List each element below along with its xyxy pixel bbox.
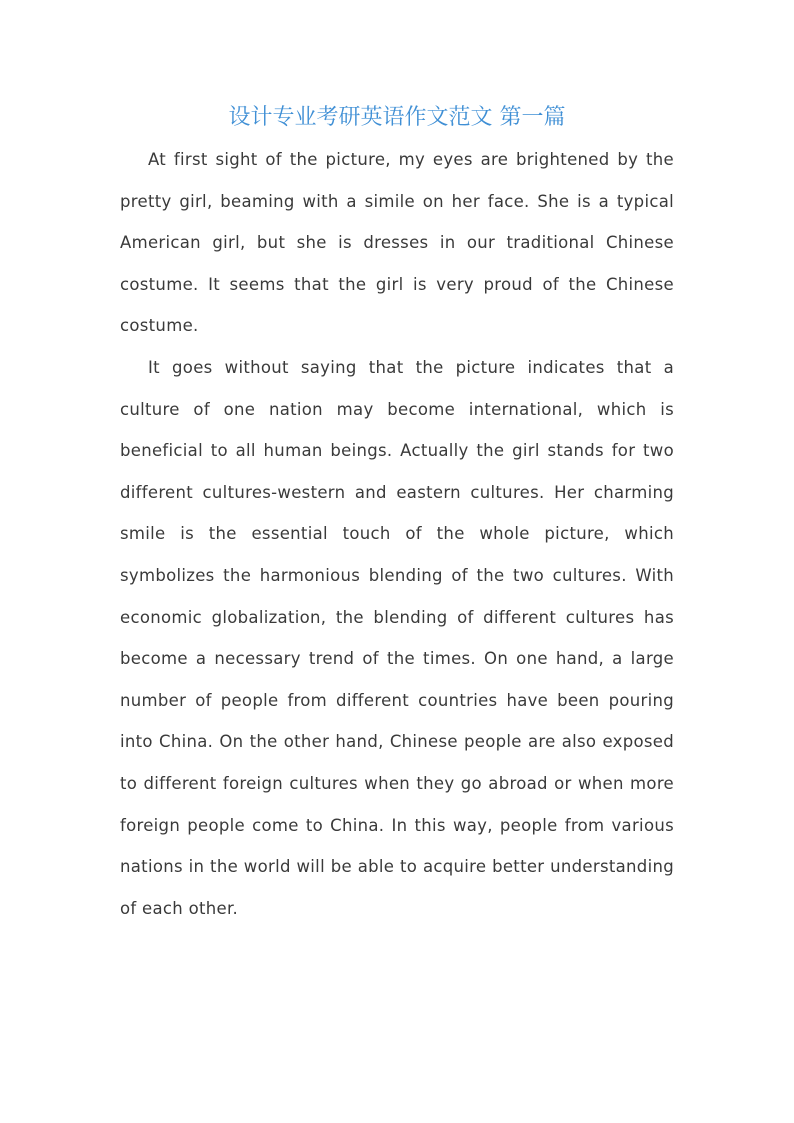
document-title: 设计专业考研英语作文范文 第一篇 bbox=[228, 105, 566, 130]
paragraph-1: At first sight of the picture, my eyes are brightened by the pretty girl, beaming with a simile on her face. She is a typical American girl, but she is dresses in our traditional Chinese costume. It seems that the girl is very proud of the Chinese costume. bbox=[120, 150, 674, 336]
paragraph-2: It goes without saying that the picture indicates that a culture of one nation may become international, which is beneficial to all human beings. Actually the girl stands for two different cultures-western and eastern cultures. Her charming smile is the essential touch of the whole picture, which symbolizes the harmonious blending of the two cultures. With economic globalization, the blending of different cultures has become a necessary trend of the times. On one hand, a large number of people from different countries have been pouring into China. On the other hand, Chinese people are also exposed to different foreign cultures when they go abroad or when more foreign people come to China. In this way, people from various nations in the world will be able to acquire better understanding of each other. bbox=[120, 357, 674, 918]
document-body bbox=[120, 139, 674, 929]
